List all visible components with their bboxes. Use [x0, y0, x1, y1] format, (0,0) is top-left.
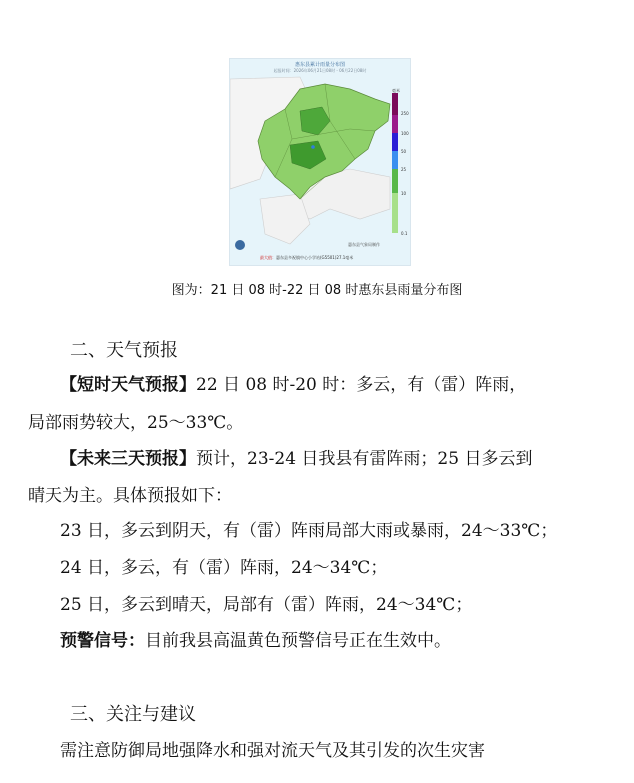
three-day-label: 【未来三天预报】 — [60, 449, 196, 469]
warning-signal-line — [60, 630, 451, 652]
forecast-day-23: 23 日，多云到阴天，有（雷）阵雨局部大雨或暴雨，24～33℃； — [60, 521, 558, 541]
forecast-day-25: 25 日，多云到晴天，局部有（雷）阵雨，24～34℃； — [60, 595, 473, 615]
legend-tick: 250 — [401, 111, 409, 116]
warning-text: 目前我县高温黄色预警信号正在生效中。 — [145, 631, 451, 651]
three-day-forecast-line-2: 晴天为主。具体预报如下： — [28, 486, 232, 506]
warning-label: 预警信号： — [60, 631, 145, 651]
short-term-forecast-line-2: 局部雨势较大，25～33℃。 — [28, 413, 244, 433]
short-term-label: 【短时天气预报】 — [60, 375, 196, 395]
legend-tick: 10 — [401, 191, 407, 196]
max-label: 最大值： — [260, 255, 276, 260]
section-heading-advice: 三、关注与建议 — [70, 704, 196, 725]
short-term-text: 22 日 08 时-20 时：多云，有（雷）阵雨， — [196, 375, 527, 395]
section-heading-forecast: 二、天气预报 — [70, 340, 178, 361]
forecast-day-24: 24 日，多云，有（雷）阵雨，24～34℃； — [60, 558, 388, 578]
short-term-forecast-line-1 — [60, 374, 526, 396]
legend-tick: 50 — [401, 149, 407, 154]
map-max-value — [260, 255, 353, 261]
map-subtitle: 起报时间：2026年06月21日08时 - 06月22日08时 — [273, 68, 367, 73]
legend-tick: 100 — [401, 131, 409, 136]
advice-text: 需注意防御局地强降水和强对流天气及其引发的次生灾害 — [60, 741, 485, 761]
map-title: 惠东县累计雨量分布图 — [294, 62, 345, 68]
legend-tick: 25 — [401, 167, 407, 172]
rainfall-map-figure — [229, 58, 411, 266]
three-day-forecast-line-1 — [60, 448, 532, 470]
map-credit: 惠东县气象局制作 — [348, 242, 380, 247]
rainfall-map-graphic — [230, 59, 411, 266]
legend-unit: 毫米 — [392, 88, 400, 93]
max-value: 惠东县多祝镇中心小学站(G5501)27.1毫米 — [276, 255, 354, 260]
figure-caption: 图为：21 日 08 时-22 日 08 时惠东县雨量分布图 — [171, 283, 463, 298]
three-day-text: 预计，23-24 日我县有雷阵雨；25 日多云到 — [196, 449, 533, 469]
legend-tick: 0.1 — [401, 231, 408, 236]
